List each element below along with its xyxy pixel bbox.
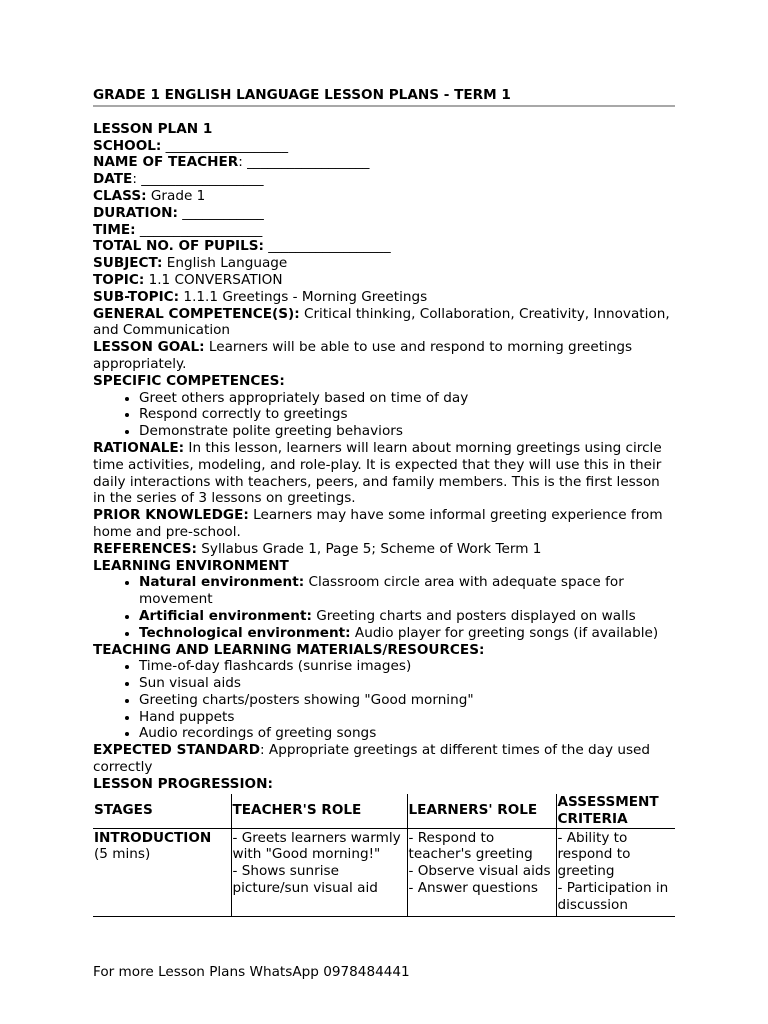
expected-standard-text: : Appropriate greetings at different times of the day used correctly bbox=[93, 742, 651, 776]
environment-label: Technological environment: bbox=[139, 624, 351, 641]
learning-environment-heading: LEARNING ENVIRONMENT bbox=[93, 557, 289, 574]
field-value: Critical thinking, Collaboration, Creativity, Innovation, and Communication bbox=[93, 305, 670, 339]
field-label: SCHOOL: bbox=[93, 137, 162, 154]
environment-label: Artificial environment: bbox=[139, 607, 312, 624]
materials-heading: TEACHING AND LEARNING MATERIALS/RESOURCES: bbox=[93, 641, 485, 658]
rationale-text: In this lesson, learners will learn about morning greetings using circle time activities, modeling, and role-play. It is expected that they will use this in their daily interactions with teachers, peers, and family members. This is the first lesson in the series of 3 lessons on greetings. bbox=[93, 439, 662, 507]
cell-line: - Participation in discussion bbox=[557, 880, 669, 913]
list-item bbox=[139, 625, 675, 642]
field-label: CLASS: bbox=[93, 187, 147, 204]
prior-knowledge-paragraph bbox=[93, 507, 675, 541]
header-field bbox=[93, 205, 675, 222]
stage-duration: (5 mins) bbox=[94, 846, 151, 863]
field-label: NAME OF TEACHER bbox=[93, 154, 239, 171]
specific-competences-list bbox=[93, 390, 675, 440]
field-value: 1.1 CONVERSATION bbox=[144, 271, 283, 288]
teacher-role-cell bbox=[231, 828, 407, 916]
list-item: • Greeting charts/posters showing "Good morning" bbox=[139, 692, 675, 709]
field-label: TOPIC: bbox=[93, 271, 145, 288]
field-label: TOTAL NO. OF PUPILS: bbox=[93, 238, 264, 255]
environment-text: Greeting charts and posters displayed on walls bbox=[311, 607, 636, 624]
header-field bbox=[93, 339, 675, 373]
header-fields bbox=[93, 138, 675, 373]
header-field bbox=[93, 188, 675, 205]
title-divider bbox=[93, 105, 675, 107]
field-value: : __________________ bbox=[132, 171, 264, 188]
field-value: __________________ bbox=[263, 238, 391, 255]
learners-role-cell bbox=[407, 828, 556, 916]
header-field bbox=[93, 222, 675, 239]
table-row bbox=[93, 828, 675, 916]
column-header-assessment: ASSESSMENT CRITERIA bbox=[556, 794, 675, 829]
field-value: : __________________ bbox=[238, 154, 370, 171]
field-label: DATE bbox=[93, 171, 133, 188]
header-field bbox=[93, 154, 675, 171]
column-header-teacher-role: TEACHER'S ROLE bbox=[231, 794, 407, 829]
references-label: REFERENCES: bbox=[93, 540, 197, 557]
lesson-plan-document bbox=[93, 87, 675, 917]
lesson-plan-number: LESSON PLAN 1 bbox=[93, 120, 213, 137]
list-item: • Time-of-day flashcards (sunrise images) bbox=[139, 658, 675, 675]
header-field bbox=[93, 306, 675, 340]
cell-line: - Shows sunrise picture/sun visual aid bbox=[232, 863, 378, 897]
field-value: __________________ bbox=[135, 221, 263, 238]
header-field bbox=[93, 171, 675, 188]
column-header-stages: STAGES bbox=[93, 794, 231, 829]
environment-text: Audio player for greeting songs (if available) bbox=[350, 624, 659, 641]
table-header-row bbox=[93, 794, 675, 829]
list-item bbox=[139, 574, 675, 608]
list-item: • Respond correctly to greetings bbox=[139, 406, 675, 423]
header-field bbox=[93, 238, 675, 255]
specific-competences-heading: SPECIFIC COMPETENCES: bbox=[93, 372, 285, 389]
document-title: GRADE 1 ENGLISH LANGUAGE LESSON PLANS - TERM 1 bbox=[93, 87, 511, 103]
learning-environment-list bbox=[93, 574, 675, 641]
lesson-progression-table bbox=[93, 794, 675, 917]
references-text: Syllabus Grade 1, Page 5; Scheme of Work Term 1 bbox=[196, 540, 542, 557]
field-label: DURATION: bbox=[93, 204, 178, 221]
stage-cell bbox=[93, 828, 231, 916]
expected-standard-paragraph bbox=[93, 742, 675, 776]
field-label: GENERAL COMPETENCE(S): bbox=[93, 305, 300, 322]
cell-line: - Observe visual aids bbox=[408, 863, 551, 880]
cell-line: - Respond to teacher's greeting bbox=[408, 829, 533, 863]
field-label: TIME: bbox=[93, 221, 136, 238]
stage-name: INTRODUCTION bbox=[94, 829, 212, 846]
list-item: • Audio recordings of greeting songs bbox=[139, 725, 675, 742]
cell-line: - Greets learners warmly with "Good morning!" bbox=[232, 829, 401, 863]
materials-list bbox=[93, 658, 675, 742]
field-label: LESSON GOAL: bbox=[93, 339, 205, 356]
field-value: Grade 1 bbox=[146, 187, 206, 204]
header-field bbox=[93, 289, 675, 306]
header-field bbox=[93, 255, 675, 272]
field-value: ____________ bbox=[177, 204, 264, 221]
field-label: SUBJECT: bbox=[93, 255, 163, 272]
cell-line: - Answer questions bbox=[408, 880, 538, 897]
list-item: • Demonstrate polite greeting behaviors bbox=[139, 423, 675, 440]
field-value: __________________ bbox=[161, 137, 289, 154]
cell-line: - Ability to respond to greeting bbox=[557, 829, 631, 880]
list-item: • Hand puppets bbox=[139, 709, 675, 726]
rationale-paragraph bbox=[93, 440, 675, 507]
header-field bbox=[93, 272, 675, 289]
rationale-label: RATIONALE: bbox=[93, 439, 185, 456]
column-header-learners-role: LEARNERS' ROLE bbox=[407, 794, 556, 829]
environment-text: Classroom circle area with adequate space for movement bbox=[139, 574, 624, 608]
assessment-cell bbox=[556, 828, 675, 916]
field-value: English Language bbox=[162, 255, 288, 272]
expected-standard-label: EXPECTED STANDARD bbox=[93, 742, 261, 759]
field-value: Learners will be able to use and respond to morning greetings appropriately. bbox=[93, 339, 633, 372]
list-item bbox=[139, 608, 675, 625]
references-paragraph bbox=[93, 541, 675, 558]
prior-knowledge-text: Learners may have some informal greeting experience from home and pre-school. bbox=[93, 507, 663, 540]
header-field bbox=[93, 138, 675, 155]
list-item: • Sun visual aids bbox=[139, 675, 675, 692]
lesson-progression-heading: LESSON PROGRESSION: bbox=[93, 775, 273, 792]
prior-knowledge-label: PRIOR KNOWLEDGE: bbox=[93, 507, 249, 524]
environment-label: Natural environment: bbox=[139, 574, 305, 591]
field-label: SUB-TOPIC: bbox=[93, 288, 180, 305]
footer-note: For more Lesson Plans WhatsApp 0978484441 bbox=[93, 964, 410, 980]
field-value: 1.1.1 Greetings - Morning Greetings bbox=[179, 288, 428, 305]
list-item: • Greet others appropriately based on time of day bbox=[139, 390, 675, 407]
